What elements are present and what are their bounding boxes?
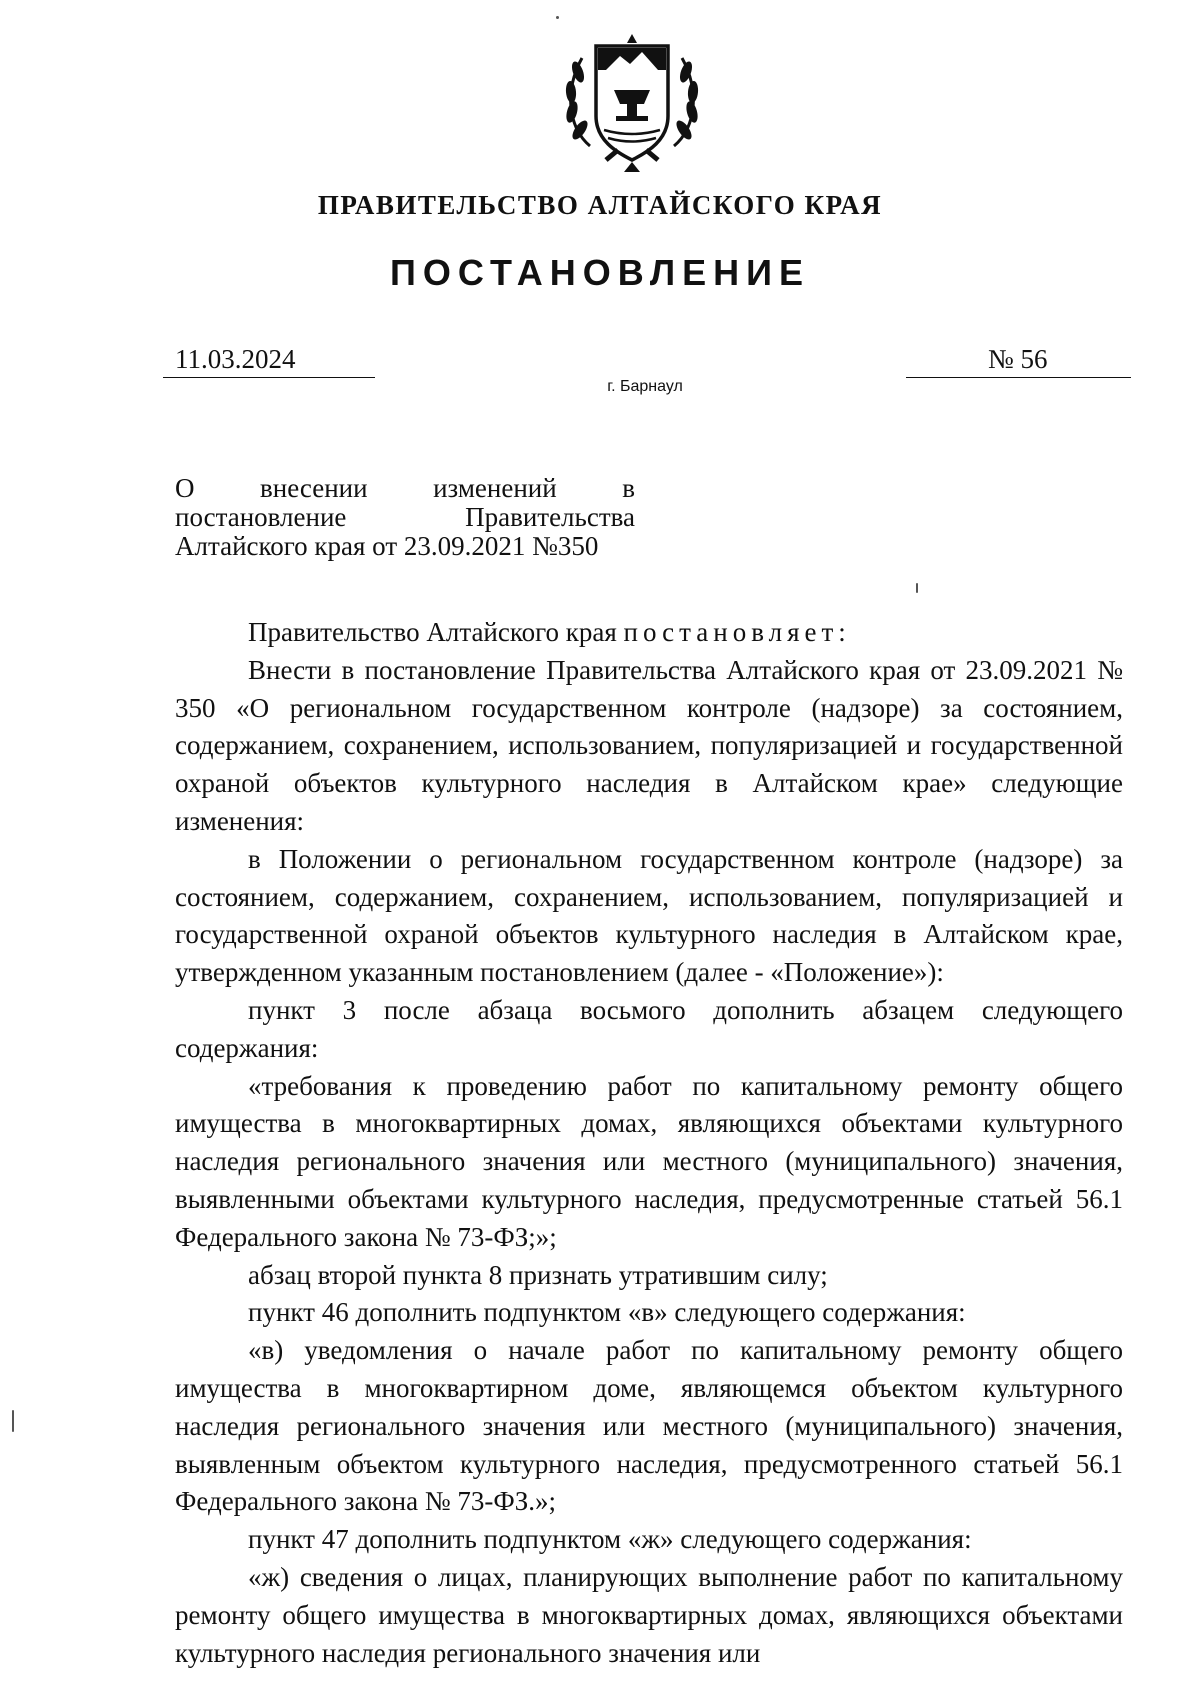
scan-speck bbox=[12, 1410, 14, 1432]
paragraph: Внести в постановление Правительства Алтайского края от 23.09.2021 № 350 «О региональном государственном контроле (надзоре) за состоянием, содержанием, сохранением, использованием, популяризацией и государственной охраной объектов культурного наследия в Алтайском крае» следующие изменения: bbox=[175, 654, 1123, 836]
organization-name: ПРАВИТЕЛЬСТВО АЛТАЙСКОГО КРАЯ bbox=[317, 190, 883, 220]
document-subject: О внесении изменений в постановление Правительства Алтайского края от 23.09.2021 №350 bbox=[175, 473, 635, 561]
document-type: ПОСТАНОВЛЕНИЕ bbox=[390, 252, 810, 293]
preamble bbox=[175, 614, 1123, 652]
document-body bbox=[175, 614, 1123, 1672]
paragraph: абзац второй пункта 8 признать утратившим силу; bbox=[248, 1259, 828, 1290]
preamble-lead: Правительство Алтайского края bbox=[248, 617, 624, 647]
paragraph: «ж) сведения о лицах, планирующих выполнение работ по капитальному ремонту общего имущества в многоквартирных домах, являющихся объектами культурного наследия регионального значения или bbox=[175, 1561, 1123, 1668]
paragraph: пункт 46 дополнить подпунктом «в» следующего содержания: bbox=[248, 1297, 966, 1328]
coat-of-arms-emblem bbox=[556, 28, 708, 178]
paragraph: «требования к проведению работ по капитальному ремонту общего имущества в многоквартирных домах, являющихся объектами культурного наследия регионального значения или местного (муниципального) значения, выявленными объектами культурного наследия, предусмотренные статьей 56.1 Федерального закона № 73-ФЗ;»; bbox=[175, 1070, 1123, 1252]
paragraph: «в) уведомления о начале работ по капитальному ремонту общего имущества в многоквартирном доме, являющемся объектом культурного наследия регионального значения или местного (муниципального) значения, выявленным объектом культурного наследия, предусмотренного статьей 56.1 Федерального закона № 73-ФЗ.»; bbox=[175, 1335, 1123, 1517]
preamble-verb: постановляет: bbox=[623, 617, 851, 647]
paragraph: пункт 3 после абзаца восьмого дополнить абзацем следующего содержания: bbox=[175, 994, 1123, 1063]
city: г. Барнаул bbox=[607, 378, 683, 395]
paragraph: в Положении о региональном государственном контроле (надзоре) за состоянием, содержанием, сохранением, использованием, популяризацией и государственной охраной объектов культурного наследия в Алтайском крае, утвержденном указанным постановлением (далее - «Положение»): bbox=[175, 843, 1123, 988]
scan-speck bbox=[916, 583, 918, 593]
document-date: 11.03.2024 bbox=[175, 344, 296, 374]
document-number: № 56 bbox=[988, 344, 1048, 374]
scan-speck bbox=[556, 16, 559, 19]
paragraph: пункт 47 дополнить подпунктом «ж» следующего содержания: bbox=[248, 1524, 972, 1555]
